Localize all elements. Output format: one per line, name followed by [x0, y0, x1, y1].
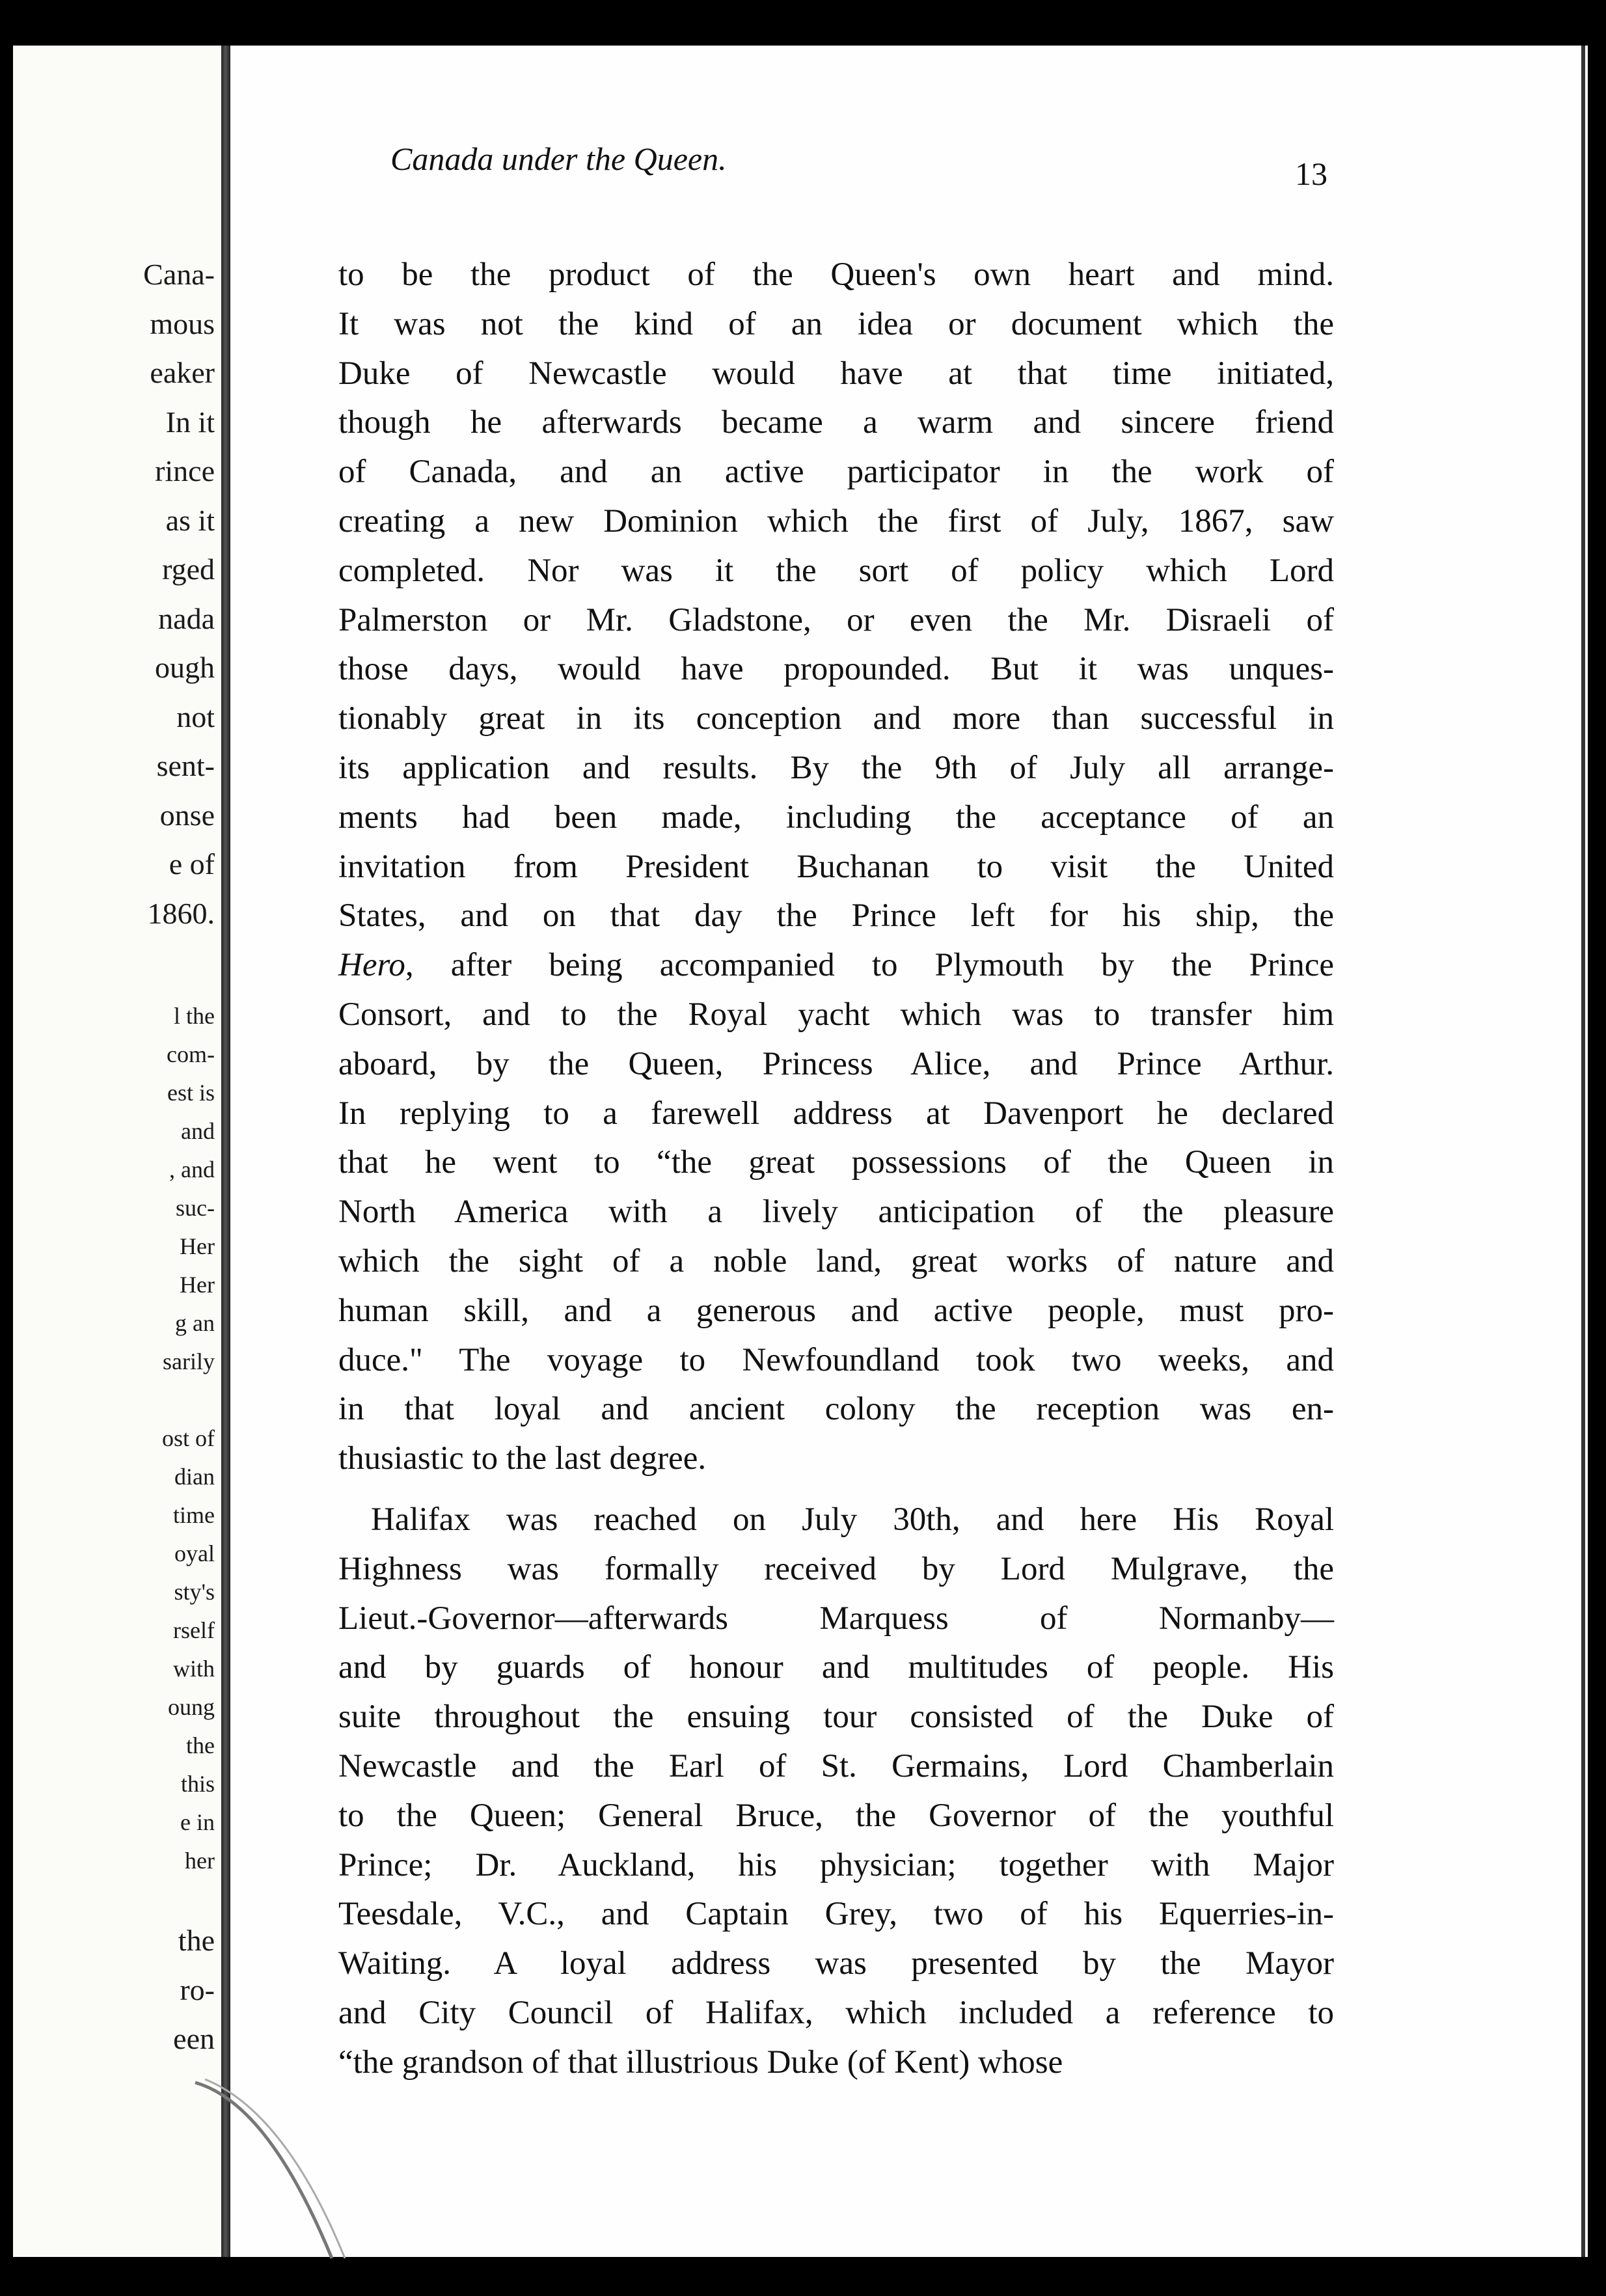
facing-page-line: l the: [174, 1003, 215, 1029]
facing-page-line: suc-: [176, 1195, 215, 1221]
facing-page-line: oung: [168, 1694, 215, 1720]
page-number: 13: [1295, 156, 1327, 192]
facing-page-line: oyal: [174, 1540, 215, 1566]
paragraph-1: [338, 251, 1334, 1484]
facing-page-line: with: [172, 1656, 215, 1682]
text-line: Waiting. A loyal address was presented by the Mayor: [338, 1945, 1334, 1982]
facing-page-line: eaker: [150, 356, 215, 389]
facing-page-line: this: [180, 1771, 215, 1797]
text-line: It was not the kind of an idea or document which the: [338, 305, 1334, 342]
facing-page-line: rince: [155, 454, 215, 487]
text-line: and City Council of Halifax, which included a reference to: [338, 1994, 1334, 2031]
facing-page-line: rself: [173, 1617, 215, 1643]
text-line: Highness was formally received by Lord Mulgrave, the: [338, 1550, 1334, 1587]
text-line: Prince; Dr. Auckland, his physician; together with Major: [338, 1846, 1334, 1883]
facing-page-line: not: [176, 700, 215, 733]
facing-page-line: 1860.: [147, 896, 215, 930]
page-curl-edge: [189, 2070, 423, 2265]
text-line: Halifax was reached on July 30th, and here His Royal: [371, 1501, 1334, 1538]
text-line: to the Queen; General Bruce, the Governor of the youthful: [338, 1797, 1334, 1834]
facing-page-line: time: [173, 1502, 215, 1528]
text-line: suite throughout the ensuing tour consisted of the Duke of: [338, 1699, 1334, 1736]
facing-page-line: e of: [169, 847, 215, 881]
facing-page-line: the: [186, 1732, 215, 1758]
facing-page-line: , and: [169, 1156, 215, 1182]
facing-page-line: and: [181, 1118, 215, 1144]
facing-page-line: Her: [180, 1272, 215, 1298]
scan-border-right: [1588, 0, 1606, 2296]
scan-border-left: [0, 0, 13, 2296]
text-line: tionably great in its conception and more than successful in: [338, 700, 1334, 737]
facing-page-line: as it: [165, 503, 215, 537]
text-line: Hero, after being accompanied to Plymouth by the Prince: [338, 947, 1334, 984]
paragraph-2: [338, 1496, 1334, 2088]
text-line: ments had been made, including the acceptance of an: [338, 799, 1334, 836]
book-spine: [221, 46, 230, 2257]
text-line: though he afterwards became a warm and sincere friend: [338, 404, 1334, 441]
text-line: Lieut.-Governor—afterwards Marquess of Normanby—: [338, 1600, 1334, 1637]
text-line: Teesdale, V.C., and Captain Grey, two of his Equerries-in-: [338, 1896, 1334, 1933]
text-line: thusiastic to the last degree.: [338, 1440, 707, 1477]
facing-page-line: ro-: [180, 1973, 215, 2006]
text-line: aboard, by the Queen, Princess Alice, and Prince Arthur.: [338, 1045, 1334, 1082]
text-line: human skill, and a generous and active people, must pro-: [338, 1292, 1334, 1329]
facing-page-line: nada: [158, 601, 215, 635]
facing-page-line: Cana-: [143, 258, 215, 291]
text-line: to be the product of the Queen's own heart and mind.: [338, 256, 1334, 293]
facing-page-line: e in: [180, 1809, 215, 1835]
text-line: those days, would have propounded. But it was unques-: [338, 651, 1334, 688]
facing-page-line: sty's: [174, 1579, 215, 1605]
text-line: and by guards of honour and multitudes of people. His: [338, 1649, 1334, 1686]
facing-page-line: mous: [150, 307, 215, 340]
text-line: Palmerston or Mr. Gladstone, or even the Mr. Disraeli of: [338, 601, 1334, 638]
text-line: “the grandson of that illustrious Duke (of Kent) whose: [338, 2043, 1063, 2081]
facing-page-line: est is: [167, 1080, 215, 1106]
facing-page-line: the: [178, 1924, 215, 1957]
facing-page-line: onse: [159, 798, 215, 832]
facing-page-line: ost of: [162, 1425, 215, 1451]
facing-page-line: g an: [175, 1310, 215, 1336]
facing-page-line: rged: [162, 553, 215, 586]
text-line: duce." The voyage to Newfoundland took two weeks, and: [338, 1341, 1334, 1378]
text-line: Duke of Newcastle would have at that time initiated,: [338, 355, 1334, 392]
facing-page-line: een: [173, 2022, 215, 2055]
facing-page-line: dian: [174, 1464, 215, 1490]
text-line: States, and on that day the Prince left for his ship, the: [338, 897, 1334, 935]
text-line: in that loyal and ancient colony the reception was en-: [338, 1391, 1334, 1428]
facing-page-line: com-: [167, 1041, 215, 1067]
facing-page-line: Her: [180, 1233, 215, 1259]
text-line: Consort, and to the Royal yacht which was to transfer him: [338, 996, 1334, 1033]
text-line: invitation from President Buchanan to visit the United: [338, 848, 1334, 885]
running-title: Canada under the Queen.: [390, 141, 727, 177]
text-line: of Canada, and an active participator in the work of: [338, 454, 1334, 491]
body-text: [338, 251, 1334, 2087]
facing-page-line: ough: [155, 651, 215, 684]
text-line: creating a new Dominion which the first of July, 1867, saw: [338, 502, 1334, 540]
text-line: its application and results. By the 9th of July all arrange-: [338, 749, 1334, 786]
text-line: In replying to a farewell address at Davenport he declared: [338, 1095, 1334, 1132]
facing-page-line: sent-: [156, 749, 215, 782]
facing-page-line: sarily: [163, 1348, 215, 1374]
text-line: completed. Nor was it the sort of policy which Lord: [338, 552, 1334, 589]
scan-border-top: [0, 0, 1606, 46]
facing-page-line: her: [185, 1848, 215, 1874]
text-line: that he went to “the great possessions of the Queen in: [338, 1144, 1334, 1181]
text-line: North America with a lively anticipation of the pleasure: [338, 1194, 1334, 1231]
facing-page-line: In it: [165, 405, 215, 439]
text-line: which the sight of a noble land, great works of nature and: [338, 1242, 1334, 1279]
text-line: Newcastle and the Earl of St. Germains, Lord Chamberlain: [338, 1747, 1334, 1784]
